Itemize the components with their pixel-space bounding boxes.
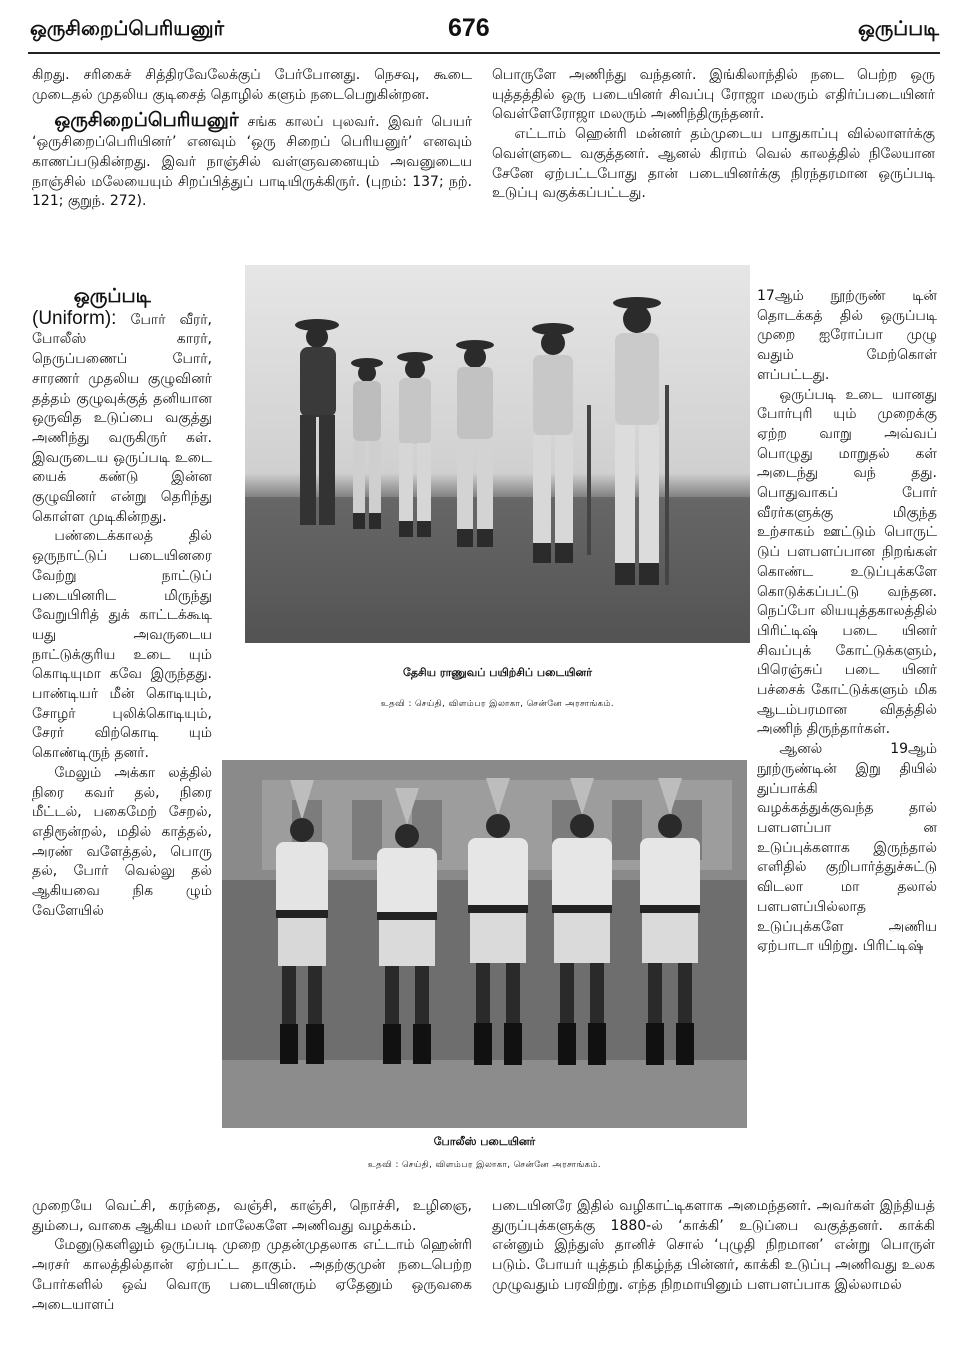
paragraph: மேனுடுகளிலும் ஒருப்படி முறை முதன்முதலாக எட்டாம் ஹென்ரி அரசர் காலத்தில்தான் ஏற்பட்ட தாகும். அதற்குமுன் நடைபெற்ற போர்களில் ஒவ் வொரு படையினரும் ஏதேனும் ஒருவகை அடையாளப் bbox=[32, 1237, 472, 1313]
paragraph: எட்டாம் ஹென்ரி மன்னர் தம்முடைய பாதுகாப்பு வில்லாளர்க்கு வெள்ளுடை வகுத்தனர். ஆனல் கிராம் வெல் காலத்தில் நிலேயான சேனே ஏற்பட்டபோது தான் படையினர்க்கு நிரந்தரமான ஒருப்படி உடுப்பு வகுக்கப்பட்டது. bbox=[492, 126, 935, 202]
running-head-left: ஒருசிறைப்பெரியனுர் bbox=[30, 16, 225, 40]
figure-caption: தேசிய ராணுவப் பயிற்சிப் படையினர் bbox=[403, 666, 592, 679]
right-column-narrow bbox=[757, 287, 937, 957]
left-column-top bbox=[32, 66, 472, 212]
entry-text: போர் வீரர், போலீஸ் காரர், நெருப்பணைப் போர், சாரணர் முதலிய குழுவினர் தத்தம் குழுவுக்குத் தனியான ஒருவித உடுப்பை வகுத்து அணிந்து வருகிருர் கள். இவருடைய ஒருப்படி உடை யைக் கண்டு இன்ன குழுவினர் என்று தெரிந்து கொள்ள முடிகின்றது. bbox=[32, 311, 212, 525]
header-rule bbox=[28, 52, 940, 54]
entry-text: சங்க காலப் புலவர். இவர் பெயர் ‘ஒருசிறைப்பெரியினர்’ எனவும் ‘ஒரு சிறைப் பெரியனுர்’ எனவும் காணப்படுகின்றது. இவர் நாஞ்சில் வள்ளுவனையும் அவனுடைய நாஞ்சில் மலேயையும் சிறப்பித்துப் பாடியிருக்கிருர். (புறம்: 137; நற். 121; குறுந். 272). bbox=[32, 114, 473, 210]
paragraph: முறையே வெட்சி, கரந்தை, வஞ்சி, காஞ்சி, நொச்சி, உழிஞை, தும்பை, வாகை ஆகிய மலர் மாலேகளே அணிவது வழக்கம். bbox=[32, 1198, 472, 1234]
right-column-bottom bbox=[492, 1197, 935, 1296]
figure-caption: போலீஸ் படையினர் bbox=[433, 1135, 536, 1148]
entry-oruciraipperiyanar bbox=[32, 111, 472, 212]
headword-latin: (Uniform): bbox=[32, 307, 117, 329]
headword: ஒருப்படி bbox=[73, 285, 151, 307]
paragraph: 17ஆம் நூற்ருண் டின் தொடக்கத் தில் ஒருப்படி முறை ஐரோப்பா முழு வதும் மேற்கொள் ளப்பட்டது. bbox=[757, 288, 937, 383]
photo-national-cadet-corps bbox=[245, 265, 750, 643]
left-column-narrow bbox=[32, 287, 212, 922]
entry-oruppadi bbox=[32, 287, 212, 527]
left-column-bottom bbox=[32, 1197, 472, 1315]
right-column-top bbox=[492, 66, 935, 204]
paragraph: ஒருப்படி உடை யானது போர்புரி யும் முறைக்கு ஏற்ற வாறு அவ்வப் பொழுது மாறுதல் கள் அடைந்து வந் தது. பொதுவாகப் போர் வீரர்களுக்கு மிகுந்த உற்சாகம் ஊட்டும் பொருட் டுப் பளபளப்பான நிறங்கள் கொண்ட உடுப்புக்களே கொடுக்கப்பட்டு வந்தன. நெப்போ லியயுத்தகாலத்தில் பிரிட்டிஷ் படை யினர் சிவப்புக் கோட்டுக்களும், பிரெஞ்சுப் படை யினர் பச்சைக் கோட்டுக்களும் மிக ஆடம்பரமான விதத்தில் அணிந் திருந்தார்கள். bbox=[757, 386, 937, 738]
paragraph: பண்டைக்காலத் தில் ஒருநாட்டுப் படையினரை வேற்று நாட்டுப் படையினரிட மிருந்து வேறுபிரித் துக் காட்டக்கூடி யது அவருடைய நாட்டுக்குரிய உடை யும் கொடியுமா கவே இருந்தது. பாண்டியர் மீன் கொடியும், சோழர் புலிக்கொடியும், சேரர் விற்கொடி யும் கொண்டிருந் தனர். bbox=[32, 528, 212, 762]
figure-credit: உதவி : செய்தி, விளம்பர இலாகா, சென்னே அரசாங்கம். bbox=[367, 1160, 602, 1170]
paragraph: மேலும் அக்கா லத்தில் நிரை கவர் தல், நிரை மீட்டல், பகைமேற் சேறல், எதிரூன்றல், மதில் காத்தல், அரண் வளேத்தல், பொரு தல், போர் வெல்லு தல் ஆகியவை நிக ழும் வேளேயில் bbox=[32, 764, 212, 919]
running-head-right: ஒருப்படி bbox=[858, 16, 939, 40]
photo-police-force bbox=[222, 760, 747, 1128]
paragraph: படையினரே இதில் வழிகாட்டிகளாக அமைந்தனர். அவர்கள் இந்தியத் துருப்புக்களுக்கு 1880-ல் ‘காக்கி’ உடுப்பை வகுத்தனர். காக்கி என்னும் இந்துஸ் தானிச் சொல் ‘புழுதி நிறமான’ என்று பொருள் படும். போயர் யுத்தம் நிகழ்ந்த பின்னர், காக்கி உடுப்பு அணிவது உலக முழுவதும் பரவிற்று. எந்த நிறமாயினும் பளபளப்பாக இல்லாமல் bbox=[492, 1198, 935, 1293]
paragraph: பொருளே அணிந்து வந்தனர். இங்கிலாந்தில் நடை பெற்ற ஒரு யுத்தத்தில் ஒரு படையினர் சிவப்பு ரோஜா மலரும் எதிர்ப்படையினர் வெள்ளேரோஜா மலரும் அணிந்திருந்தனர். bbox=[492, 67, 935, 123]
figure-credit: உதவி : செய்தி, விளம்பர இலாகா, சென்னே அரசாங்கம். bbox=[380, 699, 615, 709]
photo-illustration bbox=[222, 760, 747, 1128]
paragraph: கிறது. சரிகைச் சித்திரவேலேக்குப் பேர்போனது. நெசவு, கூடை முடைதல் முதலிய குடிசைத் தொழில் களும் நடைபெறுகின்றன. bbox=[32, 67, 472, 103]
page-header bbox=[0, 0, 967, 60]
page-number: 676 bbox=[448, 14, 490, 42]
paragraph: ஆனல் 19ஆம் நூற்ருண்டின் இறு தியில் துப்பாக்கி வழக்கத்துக்குவந்த தால் பளபளப்பா ன உடுப்புக்களாக இருந்தால் எளிதில் குறிபார்த்துச்சுட்டு விடலா மா தலால் பளபளப்பில்லாத உடுப்புக்களே அணிய ஏற்பாடா யிற்று. பிரிட்டிஷ் bbox=[757, 741, 937, 955]
headword: ஒருசிறைப்பெரியனுர் bbox=[54, 109, 239, 132]
photo-illustration bbox=[245, 265, 750, 643]
